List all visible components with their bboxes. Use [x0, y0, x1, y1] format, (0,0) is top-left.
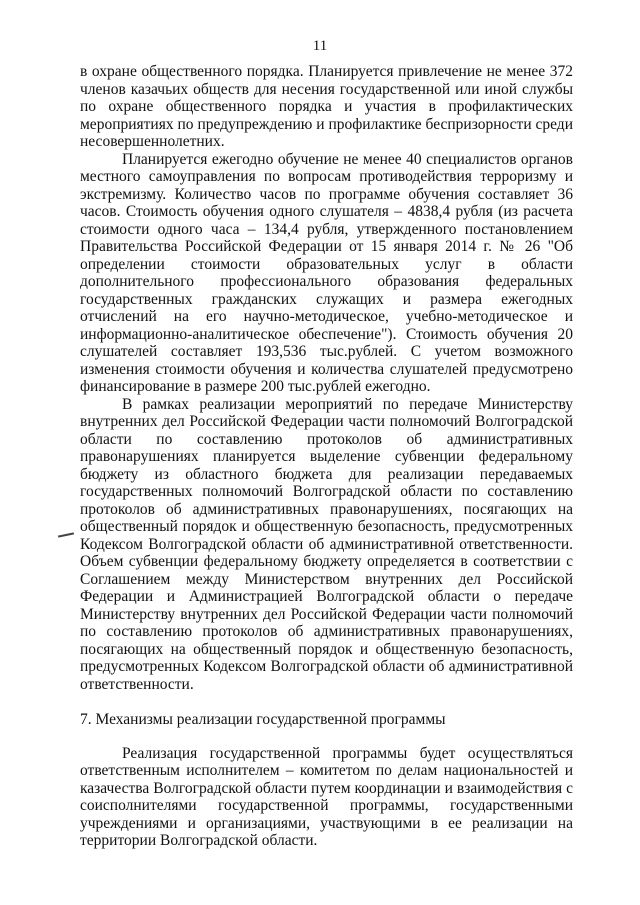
- paragraph-4: Реализация государственной программы будет осуществляться ответственным исполнителем – комитетом по делам национальностей и казачества Волгоградской области путем координации и взаимодействия с соисполнителями государственной программы, государственными учреждениями и организациями, участвующими в ее реализации на территории Волгоградской области.: [80, 744, 573, 849]
- paragraph-2: Планируется ежегодно обучение не менее 40 специалистов органов местного самоуправления по вопросам противодействия терроризму и экстремизму. Количество часов по программе обучения составляет 36 часов. Стоимость обучения одного слушателя – 4838,4 рубля (из расчета стоимости одного часа – 134,4 рубля, утвержденного постановлением Правительства Российской Федерации от 15 января 2014 г. № 26 "Об определении стоимости образовательных услуг в области дополнительного профессионального образования федеральных государственных гражданских служащих и размера ежегодных отчислений на его научно-методическое, учебно-методическое и информационно-аналитическое обеспечение"). Стоимость обучения 20 слушателей составляет 193,536 тыс.рублей. С учетом возможного изменения стоимости обучения и количества слушателей предусмотрено финансирование в размере 200 тыс.рублей ежегодно.: [80, 150, 573, 395]
- section-heading: 7. Механизмы реализации государственной программы: [80, 711, 446, 728]
- paragraph-3: В рамках реализации мероприятий по передаче Министерству внутренних дел Российской Федерации части полномочий Волгоградской области по составлению протоколов об административных правонарушениях планируется выделение субвенции федеральному бюджету из областного бюджета для реализации передаваемых государственных полномочий Волгоградской области по составлению протоколов об административных правонарушениях, посягающих на общественный порядок и общественную безопасность, предусмотренных Кодексом Волгоградской области об административной ответственности. Объем субвенции федеральному бюджету определяется в соответствии с Соглашением между Министерством внутренних дел Российской Федерации и Администрацией Волгоградской области о передаче Министерству внутренних дел Российской Федерации части полномочий по составлению протоколов об административных правонарушениях, посягающих на общественный порядок и общественную безопасность, предусмотренных Кодексом Волгоградской области об административной ответственности.: [80, 395, 573, 693]
- margin-mark: [58, 532, 74, 537]
- document-body: [80, 63, 573, 850]
- paragraph-1: в охране общественного порядка. Планируется привлечение не менее 372 членов казачьих обществ для несения государственной или иной службы по охране общественного порядка и участия в профилактических мероприятиях по предупреждению и профилактике беспризорности среди несовершеннолетних.: [80, 63, 573, 150]
- page-number: 11: [312, 38, 328, 54]
